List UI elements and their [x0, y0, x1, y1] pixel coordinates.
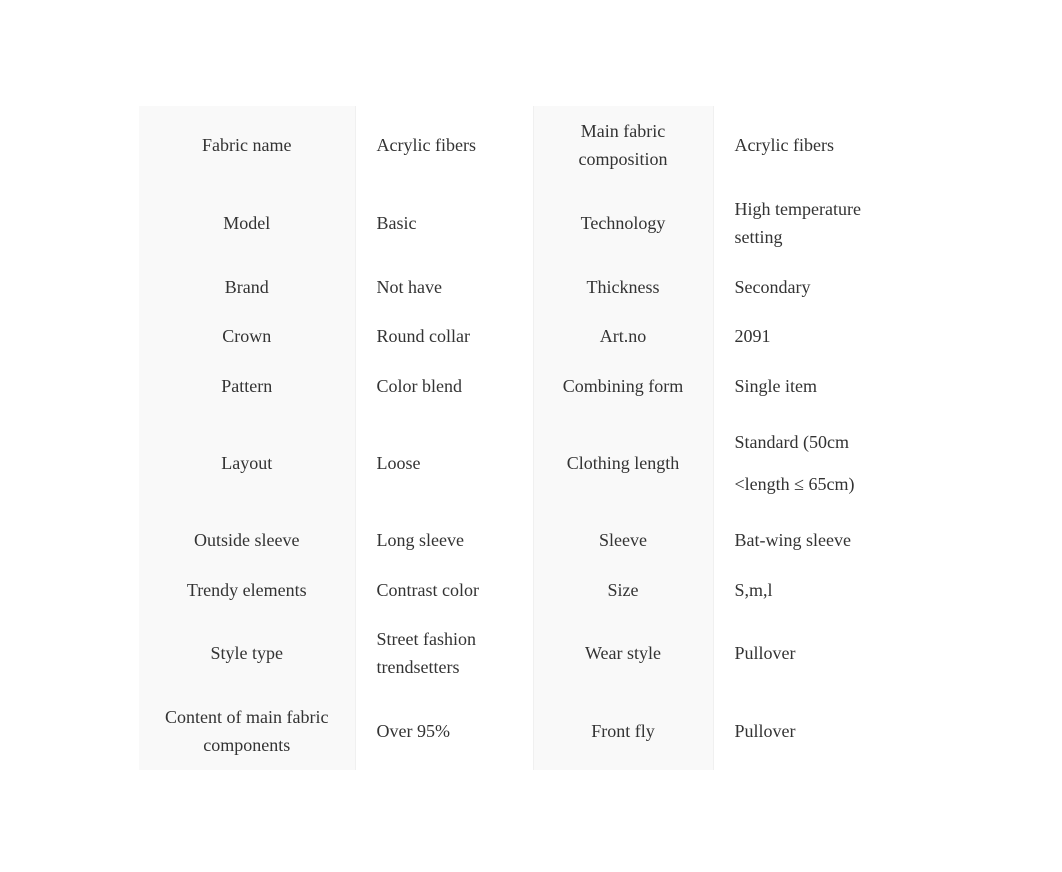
- table-row: [139, 262, 879, 311]
- table-row: [139, 565, 879, 614]
- table-row: [139, 515, 879, 565]
- spec-label: Outside sleeve: [139, 515, 355, 565]
- spec-label: Size: [533, 565, 713, 614]
- spec-value: Pullover: [713, 692, 879, 770]
- spec-value-line: <length ≤ 65cm): [734, 473, 855, 494]
- spec-label: Trendy elements: [139, 565, 355, 614]
- spec-label: Wear style: [533, 614, 713, 692]
- spec-label: Art.no: [533, 311, 713, 361]
- spec-label: Content of main fabric components: [139, 692, 355, 770]
- spec-value: Color blend: [355, 361, 533, 410]
- spec-label: Thickness: [533, 262, 713, 311]
- table-row: [139, 692, 879, 770]
- spec-label: Fabric name: [139, 106, 355, 184]
- spec-value: Round collar: [355, 311, 533, 361]
- spec-value: Over 95%: [355, 692, 533, 770]
- spec-value: High temperature setting: [713, 184, 879, 262]
- spec-value: Contrast color: [355, 565, 533, 614]
- spec-value: Not have: [355, 262, 533, 311]
- spec-label: Layout: [139, 410, 355, 515]
- spec-label: Pattern: [139, 361, 355, 410]
- table-row: [139, 410, 879, 515]
- spec-value: Acrylic fibers: [713, 106, 879, 184]
- spec-label: Style type: [139, 614, 355, 692]
- spec-value: Pullover: [713, 614, 879, 692]
- spec-value: Long sleeve: [355, 515, 533, 565]
- spec-value: Basic: [355, 184, 533, 262]
- spec-value-line: Standard (50cm: [734, 431, 849, 452]
- spec-label: Combining form: [533, 361, 713, 410]
- spec-value: Secondary: [713, 262, 879, 311]
- spec-value: Bat-wing sleeve: [713, 515, 879, 565]
- spec-label: Technology: [533, 184, 713, 262]
- table-row: [139, 361, 879, 410]
- table-row: [139, 614, 879, 692]
- spec-value: 2091: [713, 311, 879, 361]
- spec-label: Model: [139, 184, 355, 262]
- table-row: [139, 106, 879, 184]
- table-row: [139, 311, 879, 361]
- spec-value: Acrylic fibers: [355, 106, 533, 184]
- table-row: [139, 184, 879, 262]
- spec-label: Clothing length: [533, 410, 713, 515]
- spec-value: Loose: [355, 410, 533, 515]
- spec-label: Main fabric composition: [533, 106, 713, 184]
- spec-value: Street fashion trendsetters: [355, 614, 533, 692]
- spec-value: Single item: [713, 361, 879, 410]
- spec-value: S,m,l: [713, 565, 879, 614]
- spec-label: Brand: [139, 262, 355, 311]
- spec-label: Crown: [139, 311, 355, 361]
- spec-value: [713, 410, 879, 515]
- product-spec-table: [139, 106, 879, 770]
- spec-label: Front fly: [533, 692, 713, 770]
- spec-label: Sleeve: [533, 515, 713, 565]
